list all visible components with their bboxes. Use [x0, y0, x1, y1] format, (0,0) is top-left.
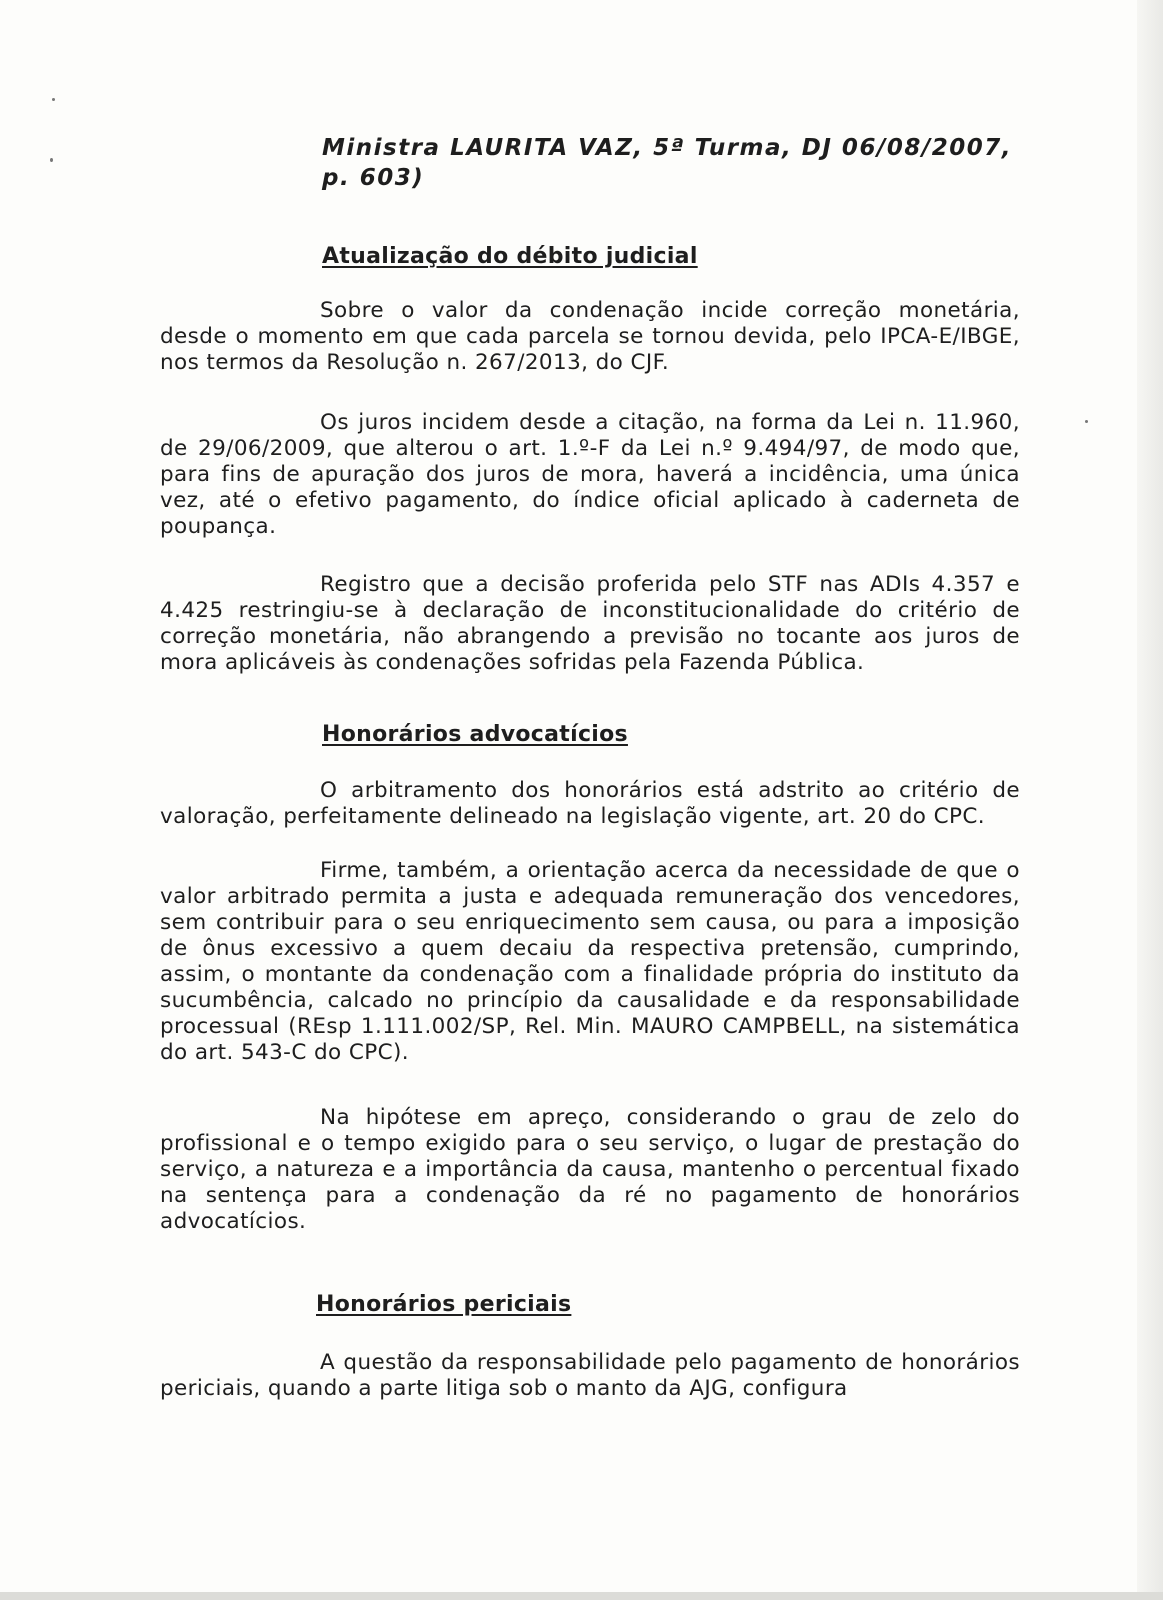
heading-honorarios-advocaticios: Honorários advocatícios	[322, 722, 628, 747]
paragraph-arbitramento	[160, 778, 1020, 830]
scan-speck	[52, 98, 55, 101]
paragraph-text: A questão da responsabilidade pelo pagamento de honorários periciais, quando a parte litiga sob o manto da AJG, configura	[160, 1350, 1020, 1401]
paragraph-juros	[160, 410, 1020, 540]
paragraph-text: Os juros incidem desde a citação, na forma da Lei n. 11.960, de 29/06/2009, que alterou o art. 1.º-F da Lei n.º 9.494/97, de modo que, para fins de apuração dos juros de mora, haverá a incidência, uma única vez, até o efetivo pagamento, do índice oficial aplicado à caderneta de poupança.	[160, 410, 1020, 539]
citation-reference: Ministra LAURITA VAZ, 5ª Turma, DJ 06/08/2007, p. 603)	[322, 135, 1012, 191]
paragraph-responsabilidade	[160, 1350, 1020, 1402]
paragraph-correcao-monetaria	[160, 298, 1020, 376]
scan-edge-shadow	[1137, 0, 1163, 1600]
paragraph-text: Sobre o valor da condenação incide correção monetária, desde o momento em que cada parcela se tornou devida, pelo IPCA-E/IBGE, nos termos da Resolução n. 267/2013, do CJF.	[160, 298, 1020, 375]
paragraph-text: Registro que a decisão proferida pelo STF nas ADIs 4.357 e 4.425 restringiu-se à declaração de inconstitucionalidade do critério de correção monetária, não abrangendo a previsão no tocante aos juros de mora aplicáveis às condenações sofridas pela Fazenda Pública.	[160, 572, 1020, 675]
heading-honorarios-periciais: Honorários periciais	[316, 1292, 572, 1317]
paragraph-text: Na hipótese em apreço, considerando o grau de zelo do profissional e o tempo exigido para o seu serviço, o lugar de prestação do serviço, a natureza e a importância da causa, mantenho o percentual fixado na sentença para a condenação da ré no pagamento de honorários advocatícios.	[160, 1105, 1020, 1234]
paragraph-stf-adis	[160, 572, 1020, 676]
scan-speck	[50, 158, 53, 162]
paragraph-orientacao	[160, 858, 1020, 1066]
paragraph-hipotese	[160, 1105, 1020, 1235]
scan-speck	[1085, 420, 1088, 423]
scan-bottom-edge	[0, 1592, 1163, 1600]
heading-atualizacao-debito: Atualização do débito judicial	[322, 244, 698, 269]
paragraph-text: Firme, também, a orientação acerca da necessidade de que o valor arbitrado permita a justa e adequada remuneração dos vencedores, sem contribuir para o seu enriquecimento sem causa, ou para a imposição de ônus excessivo a quem decaiu da respectiva pretensão, cumprindo, assim, o montante da condenação com a finalidade própria do instituto da sucumbência, calcado no princípio da causalidade e da responsabilidade processual (REsp 1.111.002/SP, Rel. Min. MAURO CAMPBELL, na sistemática do art. 543-C do CPC).	[160, 858, 1020, 1065]
paragraph-text: O arbitramento dos honorários está adstrito ao critério de valoração, perfeitamente delineado na legislação vigente, art. 20 do CPC.	[160, 778, 1020, 829]
